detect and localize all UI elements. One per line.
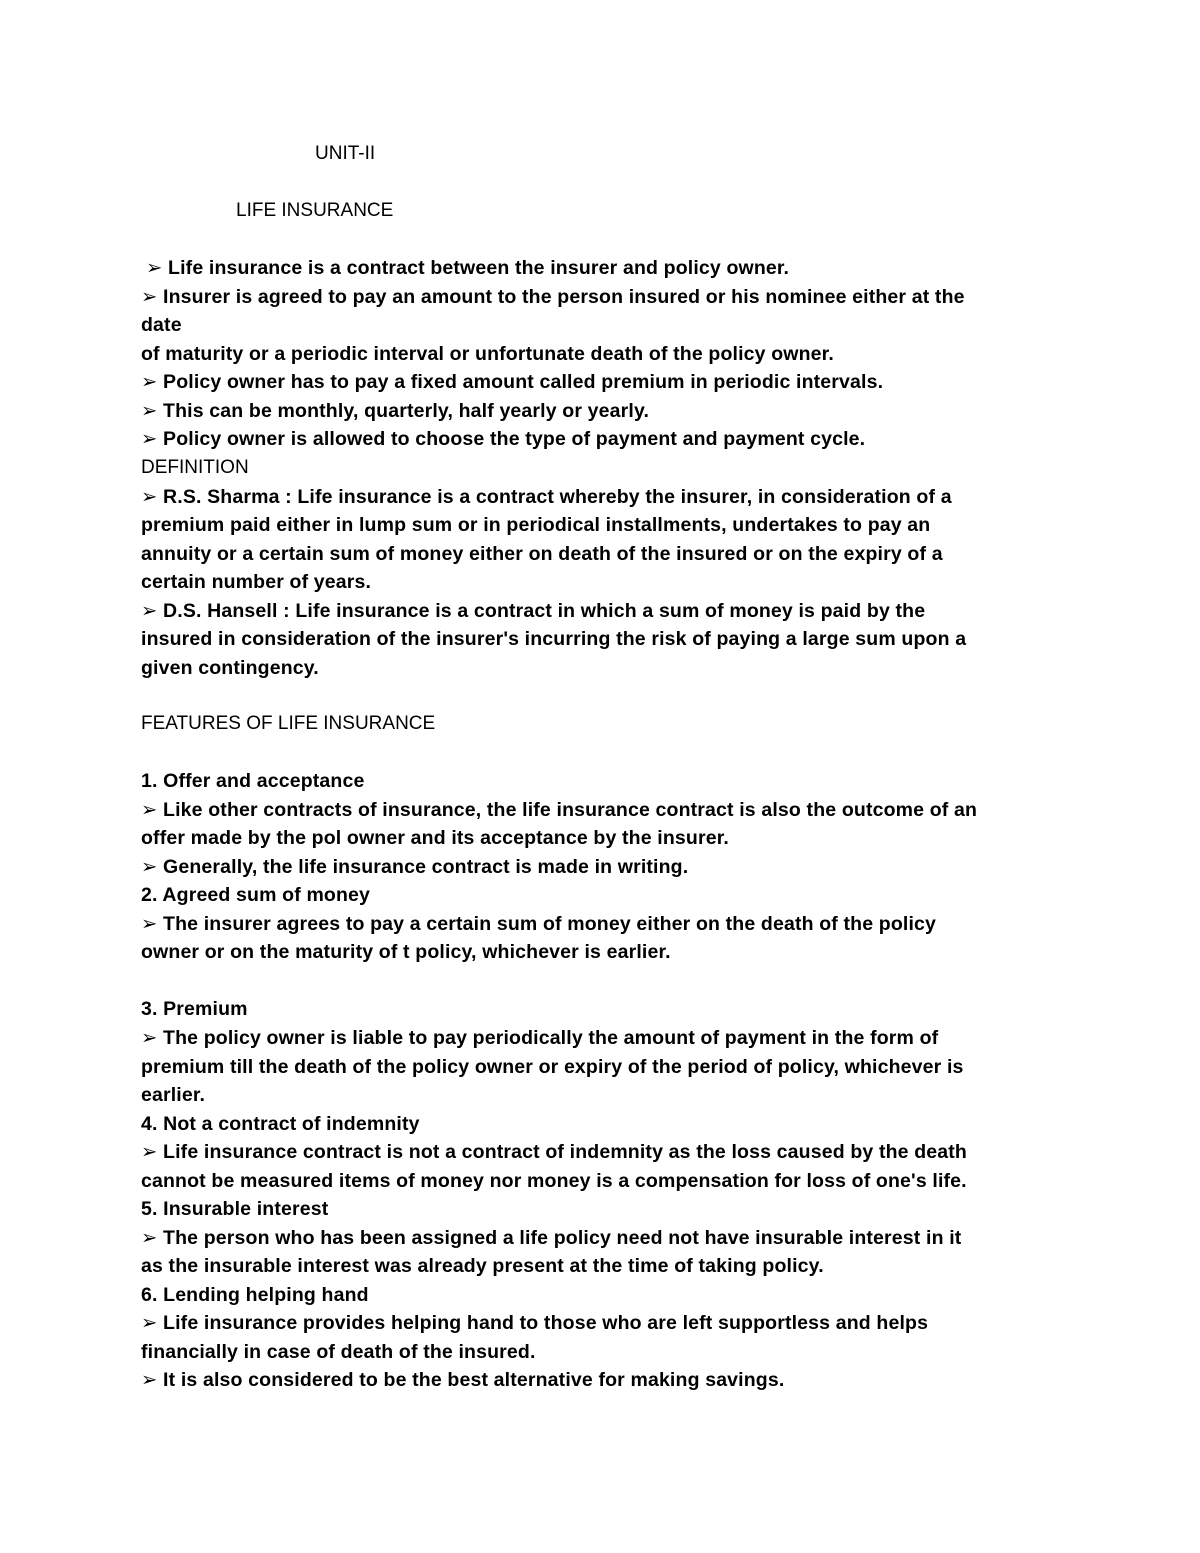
feature-line: as the insurable interest was already present at the time of taking policy. xyxy=(141,1255,824,1277)
intro-line: ➢ Policy owner is allowed to choose the type of payment and payment cycle. xyxy=(141,428,866,450)
feature-line: 6. Lending helping hand xyxy=(141,1284,369,1306)
feature-line: ➢ Like other contracts of insurance, the life insurance contract is also the outcome of an xyxy=(141,799,978,821)
intro-line: ➢ Insurer is agreed to pay an amount to the person insured or his nominee either at the xyxy=(141,286,965,308)
feature-line: ➢ Life insurance provides helping hand to those who are left supportless and helps xyxy=(141,1312,929,1334)
definition-line: certain number of years. xyxy=(141,571,372,593)
topic-title: LIFE INSURANCE xyxy=(236,200,394,221)
feature-line: offer made by the pol owner and its acceptance by the insurer. xyxy=(141,827,729,849)
definition-line: ➢ R.S. Sharma : Life insurance is a contract whereby the insurer, in consideration of a xyxy=(141,486,952,508)
features-heading: FEATURES OF LIFE INSURANCE xyxy=(141,713,436,734)
definition-line: annuity or a certain sum of money either on death of the insured or on the expiry of a xyxy=(141,543,943,565)
feature-line: premium till the death of the policy owner or expiry of the period of policy, whichever is xyxy=(141,1056,964,1078)
feature-line: financially in case of death of the insured. xyxy=(141,1341,536,1363)
feature-line: earlier. xyxy=(141,1084,206,1106)
intro-line: ➢ Policy owner has to pay a fixed amount called premium in periodic intervals. xyxy=(141,371,884,393)
feature-line: 4. Not a contract of indemnity xyxy=(141,1113,420,1135)
feature-line: ➢ The person who has been assigned a life policy need not have insurable interest in it xyxy=(141,1227,962,1249)
feature-line: ➢ Life insurance contract is not a contract of indemnity as the loss caused by the death xyxy=(141,1141,967,1163)
definition-heading: DEFINITION xyxy=(141,457,249,478)
feature-line: ➢ The policy owner is liable to pay periodically the amount of payment in the form of xyxy=(141,1027,939,1049)
feature-line: 5. Insurable interest xyxy=(141,1198,329,1220)
definition-line: insured in consideration of the insurer's incurring the risk of paying a large sum upon a xyxy=(141,628,967,650)
feature-line: 1. Offer and acceptance xyxy=(141,770,365,792)
definition-line: ➢ D.S. Hansell : Life insurance is a contract in which a sum of money is paid by the xyxy=(141,600,926,622)
definition-line: given contingency. xyxy=(141,657,319,679)
feature-line: ➢ Generally, the life insurance contract is made in writing. xyxy=(141,856,689,878)
intro-line: ➢ This can be monthly, quarterly, half yearly or yearly. xyxy=(141,400,650,422)
feature-line: cannot be measured items of money nor money is a compensation for loss of one's life. xyxy=(141,1170,967,1192)
feature-line: owner or on the maturity of t policy, whichever is earlier. xyxy=(141,941,671,963)
intro-line: date xyxy=(141,314,182,336)
feature-line: 3. Premium xyxy=(141,998,248,1020)
intro-line: ➢ Life insurance is a contract between the insurer and policy owner. xyxy=(146,257,790,279)
unit-title: UNIT-II xyxy=(315,143,376,164)
feature-line: ➢ The insurer agrees to pay a certain sum of money either on the death of the policy xyxy=(141,913,937,935)
intro-line: of maturity or a periodic interval or unfortunate death of the policy owner. xyxy=(141,343,834,365)
feature-line: 2. Agreed sum of money xyxy=(141,884,371,906)
definition-line: premium paid either in lump sum or in periodical installments, undertakes to pay an xyxy=(141,514,931,536)
feature-line: ➢ It is also considered to be the best alternative for making savings. xyxy=(141,1369,785,1391)
